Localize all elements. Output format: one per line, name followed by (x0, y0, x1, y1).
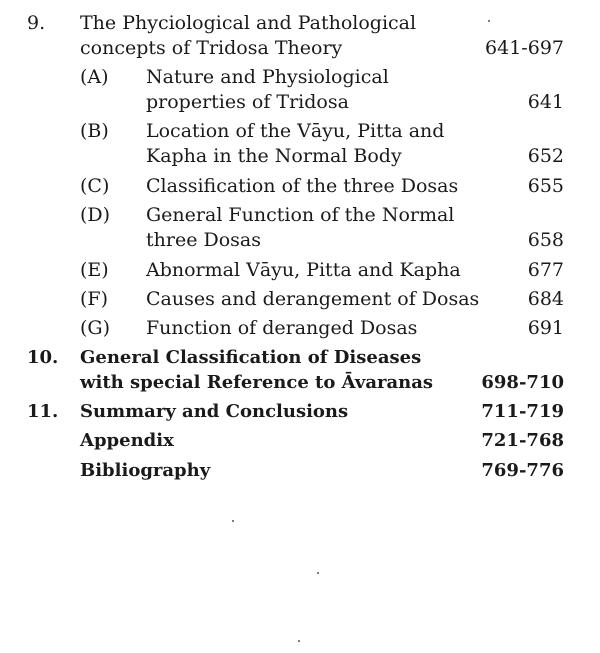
appendix-pages: 721-768 (481, 430, 564, 451)
entry-10-title-line-2: with special Reference to Āvaranas (80, 372, 434, 393)
subentry-f-line-1: Causes and derangement of Dosas (146, 288, 480, 310)
scan-speck (317, 572, 319, 574)
subentry-e-page: 677 (527, 259, 564, 281)
scan-speck (488, 20, 490, 22)
subentry-e-line-1: Abnormal Vāyu, Pitta and Kapha (146, 259, 461, 281)
subentry-g-page: 691 (527, 317, 564, 339)
subentry-b-letter: (B) (80, 120, 109, 142)
subentry-b-line-2: Kapha in the Normal Body (146, 145, 402, 167)
subentry-a-page: 641 (527, 91, 564, 113)
bibliography-pages: 769-776 (481, 460, 564, 481)
subentry-f-page: 684 (527, 288, 564, 310)
entry-9-pages: 641-697 (485, 37, 564, 59)
subentry-c-page: 655 (527, 175, 564, 197)
subentry-b-line-1: Location of the Vāyu, Pitta and (146, 120, 445, 142)
subentry-d-letter: (D) (80, 204, 111, 226)
subentry-b-page: 652 (527, 145, 564, 167)
entry-9-title-line-2: concepts of Tridosa Theory (80, 37, 343, 59)
subentry-d-line-2: three Dosas (146, 229, 261, 251)
subentry-d-page: 658 (527, 229, 564, 251)
bibliography-title: Bibliography (80, 460, 211, 481)
entry-11-pages: 711-719 (481, 401, 564, 422)
subentry-c-line-1: Classification of the three Dosas (146, 175, 459, 197)
subentry-a-line-2: properties of Tridosa (146, 91, 349, 113)
subentry-e-letter: (E) (80, 259, 109, 281)
subentry-f-letter: (F) (80, 288, 109, 310)
entry-11-number: 11. (27, 401, 59, 422)
entry-11-title: Summary and Conclusions (80, 401, 349, 422)
appendix-title: Appendix (80, 430, 174, 451)
subentry-g-letter: (G) (80, 317, 111, 339)
scan-speck (298, 640, 300, 642)
subentry-d-line-1: General Function of the Normal (146, 204, 455, 226)
subentry-g-line-1: Function of deranged Dosas (146, 317, 418, 339)
subentry-a-letter: (A) (80, 66, 109, 88)
entry-10-pages: 698-710 (481, 372, 564, 393)
subentry-a-line-1: Nature and Physiological (146, 66, 389, 88)
entry-9-title-line-1: The Phyciological and Pathological (80, 12, 417, 34)
entry-9-number: 9. (27, 12, 46, 34)
entry-10-title-line-1: General Classification of Diseases (80, 347, 422, 368)
subentry-c-letter: (C) (80, 175, 110, 197)
entry-10-number: 10. (27, 347, 59, 368)
scan-speck (232, 520, 234, 522)
